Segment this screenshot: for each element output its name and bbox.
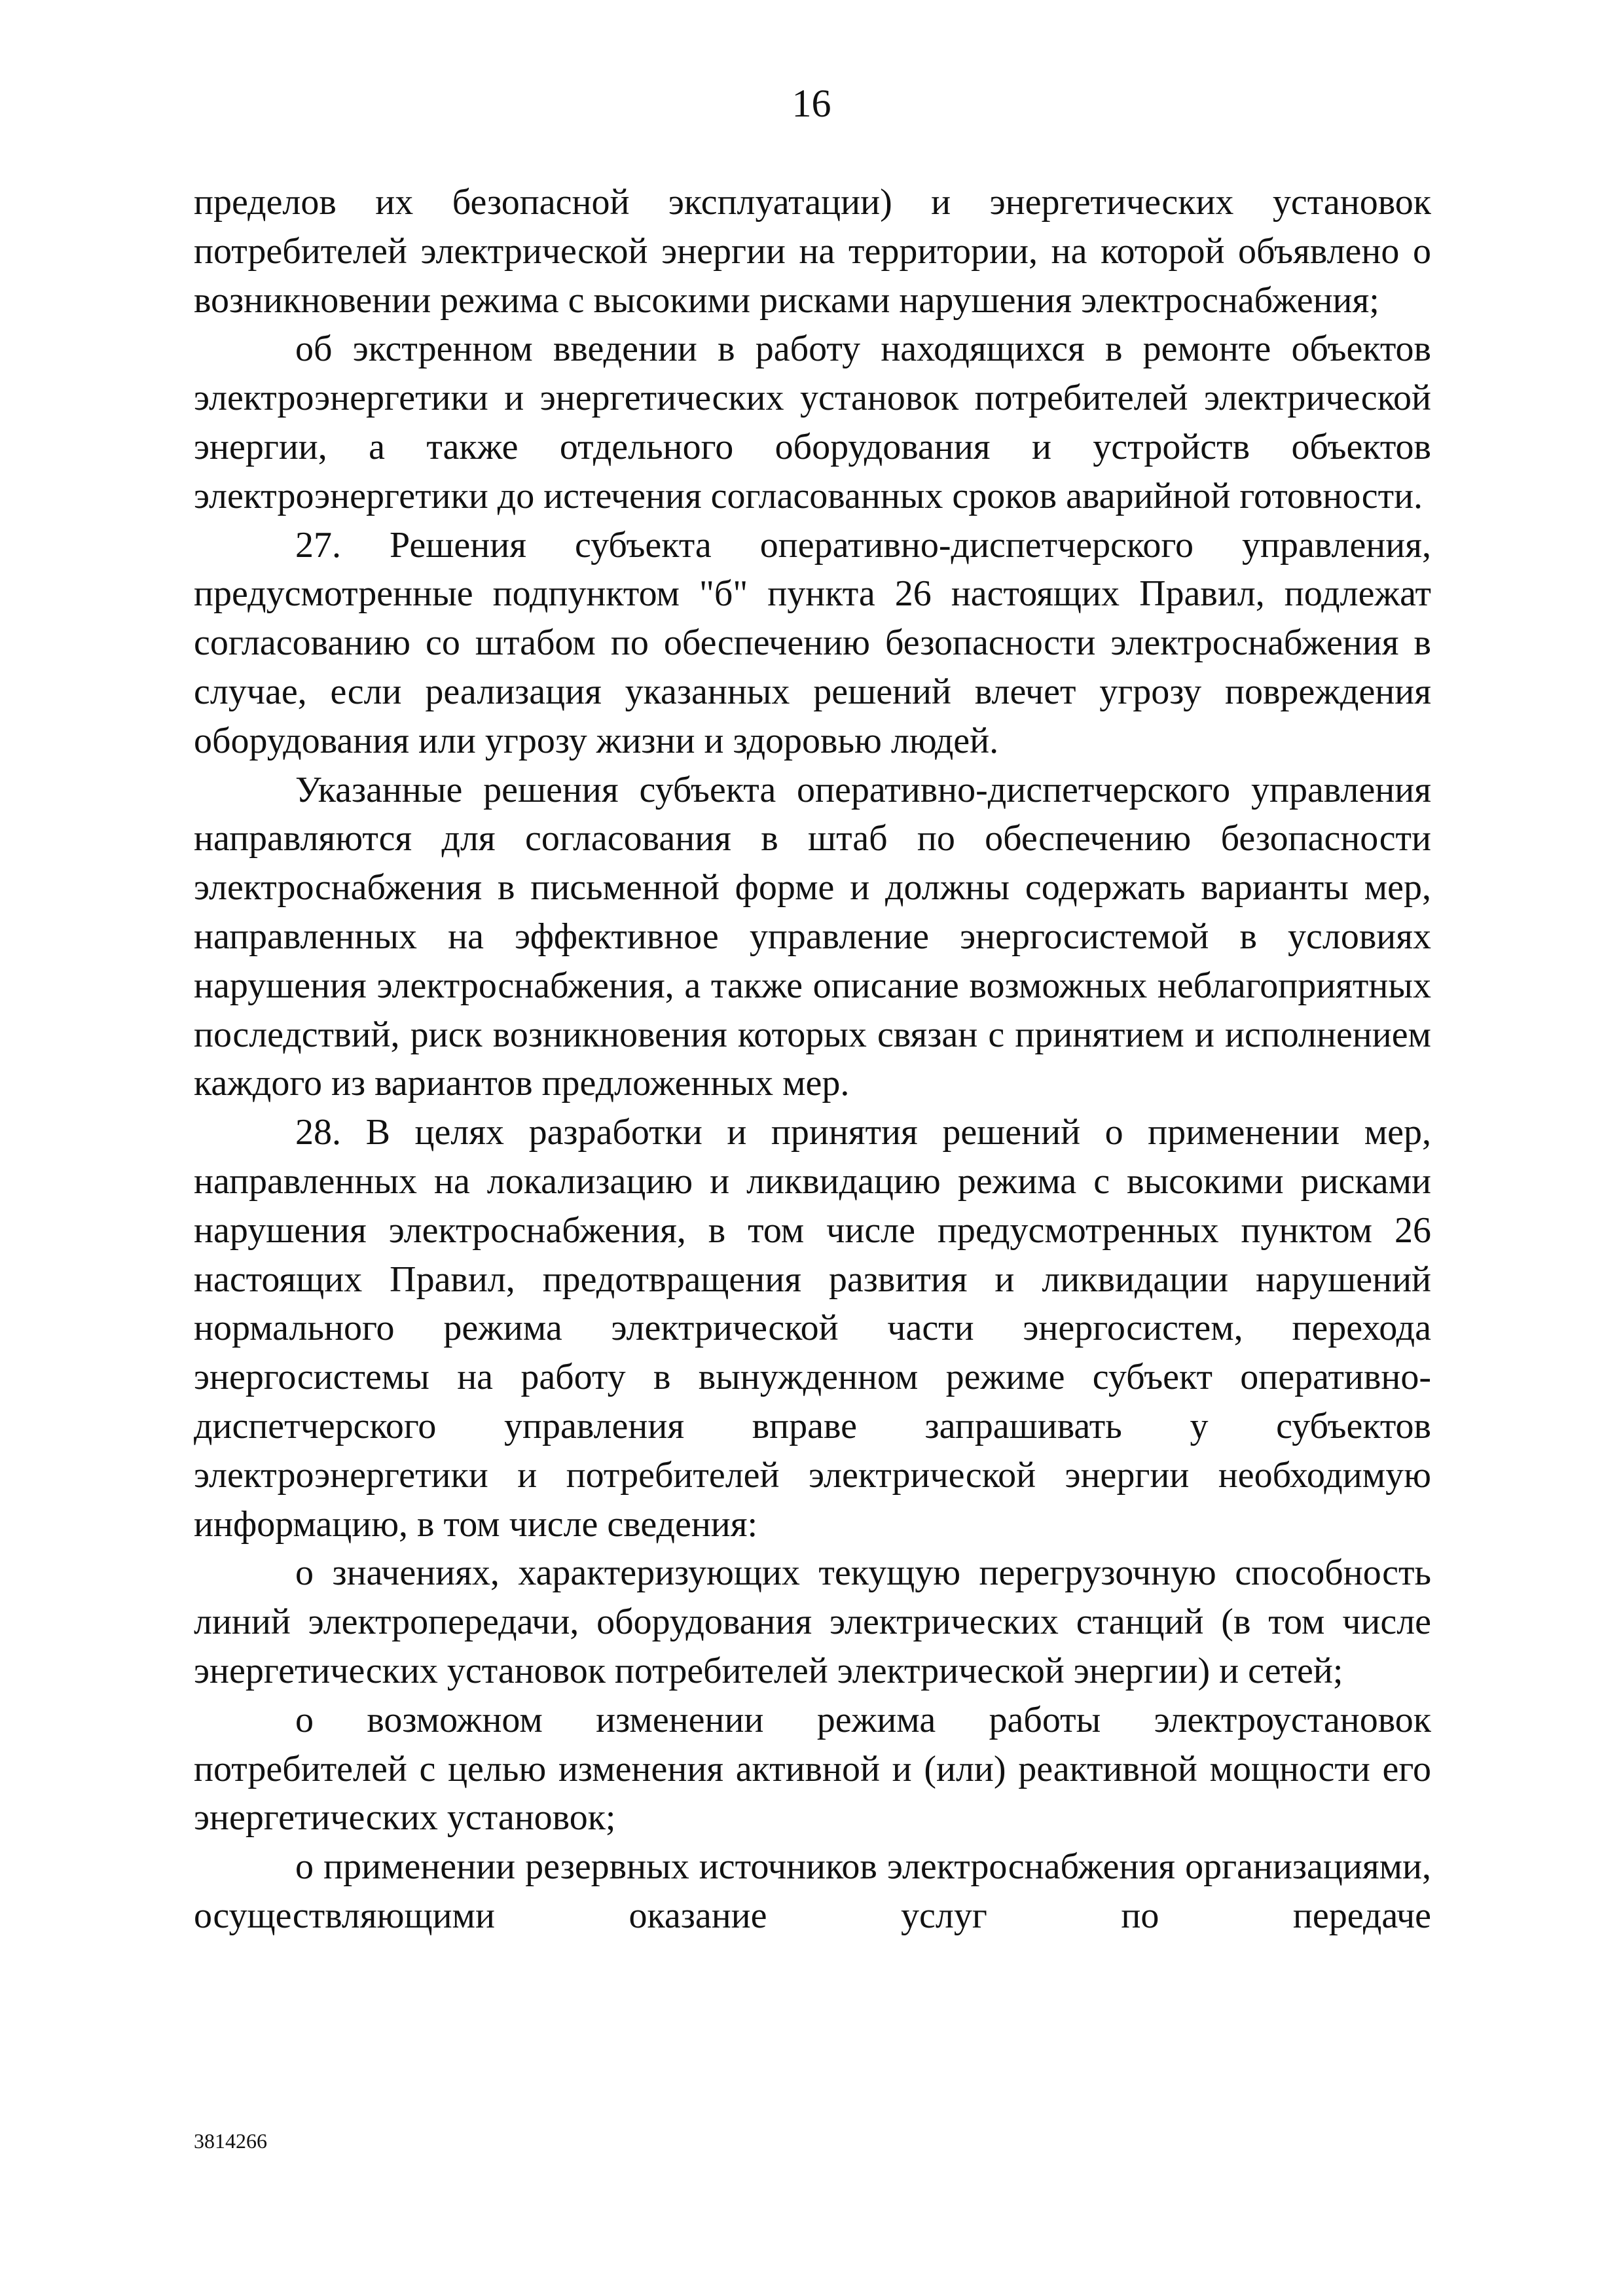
paragraph-decisions-submission: Указанные решения субъекта оперативно-диспетчерского управления направляются для согласования в штаб по обеспечению безопасности электроснабжения в письменной форме и должны содержать варианты мер, направленных на эффективное управление энергосистемой в условиях нарушения электроснабжения, а также описание возможных неблагоприятных последствий, риск возникновения которых связан с принятием и исполнением каждого из вариантов предложенных мер. — [194, 769, 1431, 1104]
paragraph-overload-capacity: о значениях, характеризующих текущую перегрузочную способность линий электропередачи, оборудования электрических станций (в том числе энергетических установок потребителей электрической энергии) и сетей; — [194, 1552, 1431, 1691]
document-body — [194, 178, 1431, 1941]
paragraph-mode-change: о возможном изменении режима работы электроустановок потребителей с целью изменения активной и (или) реактивной мощности его энергетических установок; — [194, 1699, 1431, 1839]
paragraph-emergency-commissioning: об экстренном введении в работу находящихся в ремонте объектов электроэнергетики и энергетических установок потребителей электрической энергии, а также отдельного оборудования и устройств объектов электроэнергетики до истечения согласованных сроков аварийной готовности. — [194, 329, 1431, 516]
document-code: 3814266 — [194, 2129, 267, 2153]
paragraph-backup-sources: о применении резервных источников электроснабжения организациями, осуществляющими оказание услуг по передаче — [194, 1846, 1431, 1936]
page-number: 16 — [792, 82, 831, 125]
paragraph-item-27: 27. Решения субъекта оперативно-диспетчерского управления, предусмотренные подпунктом "б" пункта 26 настоящих Правил, подлежат согласованию со штабом по обеспечению безопасности электроснабжения в случае, если реализация указанных решений влечет угрозу повреждения оборудования или угрозу жизни и здоровью людей. — [194, 524, 1431, 761]
paragraph-item-28: 28. В целях разработки и принятия решений о применении мер, направленных на локализацию и ликвидацию режима с высокими рисками нарушения электроснабжения, в том числе предусмотренных пунктом 26 настоящих Правил, предотвращения развития и ликвидации нарушений нормального режима электрической части энергосистем, перехода энергосистемы на работу в вынужденном режиме субъект оперативно-диспетчерского управления вправе запрашивать у субъектов электроэнергетики и потребителей электрической энергии необходимую информацию, в том числе сведения: — [194, 1112, 1431, 1545]
paragraph-continuation: пределов их безопасной эксплуатации) и энергетических установок потребителей электрической энергии на территории, на которой объявлено о возникновении режима с высокими рисками нарушения электроснабжения; — [194, 182, 1431, 321]
